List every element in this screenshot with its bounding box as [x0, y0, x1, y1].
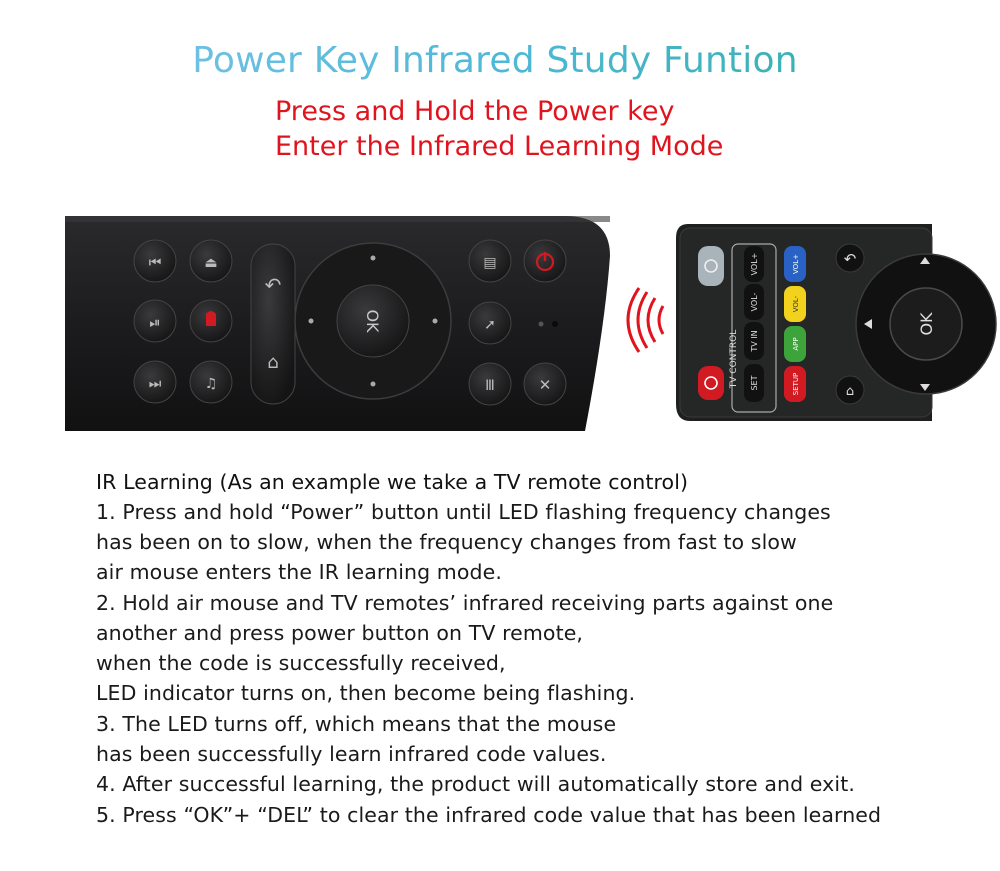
svg-text:⌂: ⌂: [845, 384, 855, 399]
home-button[interactable]: [836, 376, 864, 404]
setup-key[interactable]: [784, 366, 806, 402]
svg-text:⏮: ⏮: [148, 255, 162, 271]
tv-power-button[interactable]: [698, 366, 724, 400]
instruction-line: another and press power button on TV remote,: [96, 621, 584, 645]
instruction-line: 2. Hold air mouse and TV remotes’ infrared receiving parts against one: [96, 591, 834, 615]
vol-down-key[interactable]: [784, 286, 806, 322]
svg-text:Ⅲ: Ⅲ: [485, 378, 495, 394]
instruction-line: 1. Press and hold “Power” button until LED flashing frequency changes: [96, 500, 831, 524]
instruction-line: has been successfully learn infrared code values.: [96, 742, 607, 766]
svg-text:▤: ▤: [483, 255, 497, 271]
instruction-line: air mouse enters the IR learning mode.: [96, 560, 502, 584]
tv-vol-down-key[interactable]: [744, 284, 764, 320]
tv-vol-up-label: VOL+: [750, 252, 759, 276]
menu-button[interactable]: [469, 240, 511, 282]
svg-text:♫: ♫: [204, 376, 218, 392]
app-key-label: APP: [792, 337, 800, 351]
mic-hole: [552, 321, 558, 327]
instructions-heading: IR Learning (As an example we take a TV remote control): [96, 470, 689, 494]
tv-control-label: TV CONTROL: [729, 329, 739, 389]
instruction-line: when the code is successfully received,: [96, 651, 506, 675]
tv-in-key-label: TV IN: [750, 330, 759, 352]
learn-power-button[interactable]: [698, 246, 724, 286]
back-button[interactable]: [836, 244, 864, 272]
voice-button[interactable]: [190, 300, 232, 342]
power-button[interactable]: [524, 240, 566, 282]
mouse-button[interactable]: [469, 302, 511, 344]
page-title: Power Key Infrared Study Funtion: [0, 40, 990, 81]
instruction-line: 4. After successful learning, the product will automatically store and exit.: [96, 772, 855, 796]
svg-text:↶: ↶: [843, 250, 857, 268]
instruction-line: has been on to slow, when the frequency changes from fast to slow: [96, 530, 797, 554]
forward-button[interactable]: [134, 361, 176, 403]
instruction-line: 5. Press “OK”+ “DEL” to clear the infrared code value that has been learned: [96, 803, 882, 827]
instruction-line: LED indicator turns on, then become being flashing.: [96, 681, 636, 705]
air-mouse-remote: [65, 216, 610, 431]
subtitle-line-1: Press and Hold the Power key: [275, 96, 675, 127]
subtitle-line-2: Enter the Infrared Learning Mode: [275, 131, 724, 162]
tv-in-key[interactable]: [744, 322, 764, 360]
set-key-label: SET: [750, 375, 759, 391]
back-icon: ↶: [264, 273, 282, 297]
vol-up-key-label: VOL+: [792, 254, 800, 274]
set-key[interactable]: [744, 364, 764, 402]
vol-up-key[interactable]: [784, 246, 806, 282]
setup-key-label: SETUP: [792, 372, 800, 396]
tv-ok-label: OK: [917, 312, 936, 336]
infrared-waves-icon: [615, 288, 673, 352]
instruction-line: 3. The LED turns off, which means that the mouse: [96, 712, 617, 736]
home-icon: ⌂: [267, 352, 279, 373]
mic-button[interactable]: [190, 240, 232, 282]
vol-down-key-label: VOL-: [792, 295, 800, 313]
rewind-button[interactable]: [134, 240, 176, 282]
svg-text:✕: ✕: [538, 376, 552, 394]
tv-vol-down-label: VOL-: [750, 292, 759, 312]
play-pause-button[interactable]: [134, 300, 176, 342]
back-home-rocker[interactable]: [251, 244, 295, 404]
mute-button[interactable]: [524, 363, 566, 405]
svg-text:⏏: ⏏: [204, 255, 218, 271]
ok-label: OK: [363, 309, 382, 333]
tv-remote: [676, 224, 936, 421]
svg-text:➚: ➚: [484, 317, 496, 333]
led-indicator: [539, 322, 544, 327]
svg-text:⏭: ⏭: [148, 376, 162, 392]
volume-button[interactable]: [469, 363, 511, 405]
svg-text:⏯: ⏯: [149, 315, 161, 331]
tv-vol-up-key[interactable]: [744, 246, 764, 282]
speaker-button[interactable]: [190, 361, 232, 403]
app-key[interactable]: [784, 326, 806, 362]
